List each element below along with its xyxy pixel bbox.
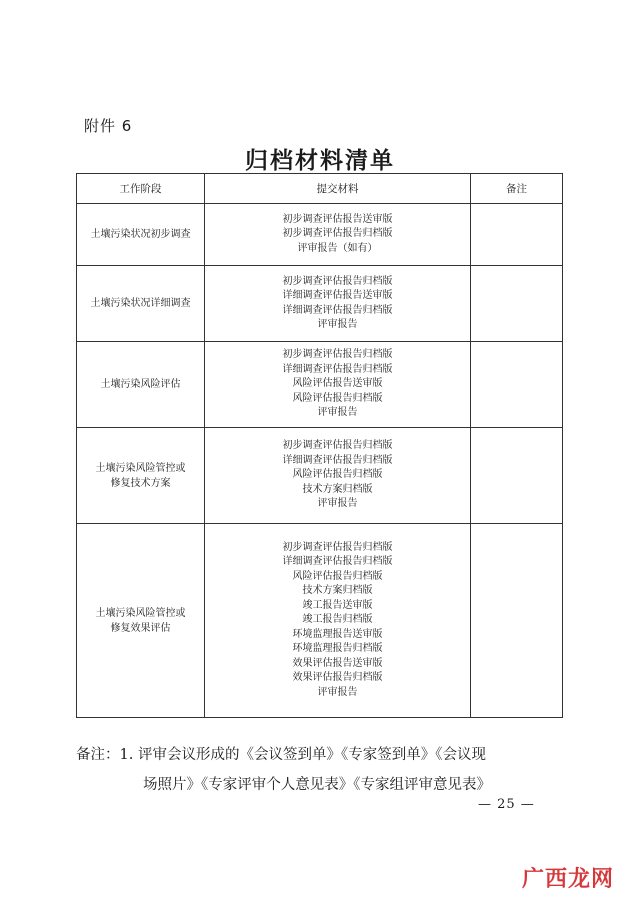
header-remarks: 备注 bbox=[471, 174, 563, 204]
remarks-cell bbox=[471, 524, 563, 718]
material-item: 环境监理报告归档版 bbox=[292, 643, 383, 655]
stage-cell bbox=[77, 266, 205, 342]
stage-text: 修复效果评估 bbox=[110, 622, 171, 634]
header-stage: 工作阶段 bbox=[77, 174, 205, 204]
material-item: 效果评估报告归档版 bbox=[292, 672, 383, 684]
materials-cell bbox=[205, 428, 471, 524]
material-item: 详细调查评估报告归档版 bbox=[282, 454, 393, 466]
footnote bbox=[76, 740, 596, 800]
material-item: 风险评估报告归档版 bbox=[292, 469, 383, 481]
stage-cell bbox=[77, 428, 205, 524]
material-item: 详细调查评估报告归档版 bbox=[282, 304, 393, 316]
material-item: 效果评估报告送审版 bbox=[292, 657, 383, 669]
stage-text: 土壤污染风险管控或 bbox=[95, 607, 186, 619]
page-title: 归档材料清单 bbox=[245, 148, 395, 174]
footnote-line-2: 场照片》《专家评审个人意见表》《专家组评审意见表》 bbox=[143, 777, 491, 793]
footnote-line-1: 备注：1. 评审会议形成的《会议签到单》《专家签到单》《会议现 bbox=[76, 747, 486, 763]
material-item: 详细调查评估报告归档版 bbox=[282, 556, 393, 568]
table-body bbox=[77, 204, 563, 718]
material-item: 评审报告 bbox=[317, 407, 358, 419]
page-number: — 25 — bbox=[478, 797, 535, 812]
materials-cell bbox=[205, 524, 471, 718]
table-row bbox=[77, 342, 563, 428]
material-item: 详细调查评估报告归档版 bbox=[282, 363, 393, 375]
attachment-label: 附件 6 bbox=[84, 117, 133, 135]
material-item: 评审报告（如有） bbox=[297, 242, 378, 254]
stage-cell bbox=[77, 342, 205, 428]
material-item: 评审报告 bbox=[317, 686, 358, 698]
material-item: 竣工报告送审版 bbox=[302, 599, 373, 611]
material-item: 初步调查评估报告归档版 bbox=[282, 228, 393, 240]
material-item: 初步调查评估报告送审版 bbox=[282, 213, 393, 225]
material-item: 风险评估报告送审版 bbox=[292, 378, 383, 390]
archive-materials-table bbox=[76, 173, 563, 718]
remarks-cell bbox=[471, 428, 563, 524]
table-row bbox=[77, 204, 563, 266]
stage-cell bbox=[77, 204, 205, 266]
material-item: 评审报告 bbox=[317, 498, 358, 510]
remarks-cell bbox=[471, 342, 563, 428]
table-header-row bbox=[77, 174, 563, 204]
material-item: 风险评估报告归档版 bbox=[292, 570, 383, 582]
material-item: 初步调查评估报告归档版 bbox=[282, 541, 393, 553]
material-item: 竣工报告归档版 bbox=[302, 614, 373, 626]
stage-text: 土壤污染风险管控或 bbox=[95, 462, 186, 474]
material-item: 技术方案归档版 bbox=[302, 483, 373, 495]
header-materials: 提交材料 bbox=[205, 174, 471, 204]
materials-cell bbox=[205, 266, 471, 342]
table-row bbox=[77, 428, 563, 524]
watermark-logo: 广西龙网 bbox=[521, 867, 614, 892]
materials-cell bbox=[205, 342, 471, 428]
stage-text: 修复技术方案 bbox=[110, 477, 171, 489]
table-row bbox=[77, 266, 563, 342]
material-item: 详细调查评估报告送审版 bbox=[282, 290, 393, 301]
stage-text: 土壤污染风险评估 bbox=[100, 379, 181, 390]
material-item: 技术方案归档版 bbox=[302, 585, 373, 597]
material-item: 初步调查评估报告归档版 bbox=[282, 440, 393, 452]
material-item: 评审报告 bbox=[317, 319, 358, 330]
remarks-cell bbox=[471, 204, 563, 266]
stage-cell bbox=[77, 524, 205, 718]
material-item: 初步调查评估报告归档版 bbox=[282, 275, 393, 287]
material-item: 环境监理报告送审版 bbox=[292, 628, 383, 640]
stage-text: 土壤污染状况详细调查 bbox=[90, 298, 191, 309]
material-item: 风险评估报告归档版 bbox=[292, 392, 383, 404]
table-row bbox=[77, 524, 563, 718]
stage-text: 土壤污染状况初步调查 bbox=[90, 229, 191, 240]
materials-cell bbox=[205, 204, 471, 266]
material-item: 初步调查评估报告归档版 bbox=[282, 349, 393, 361]
remarks-cell bbox=[471, 266, 563, 342]
